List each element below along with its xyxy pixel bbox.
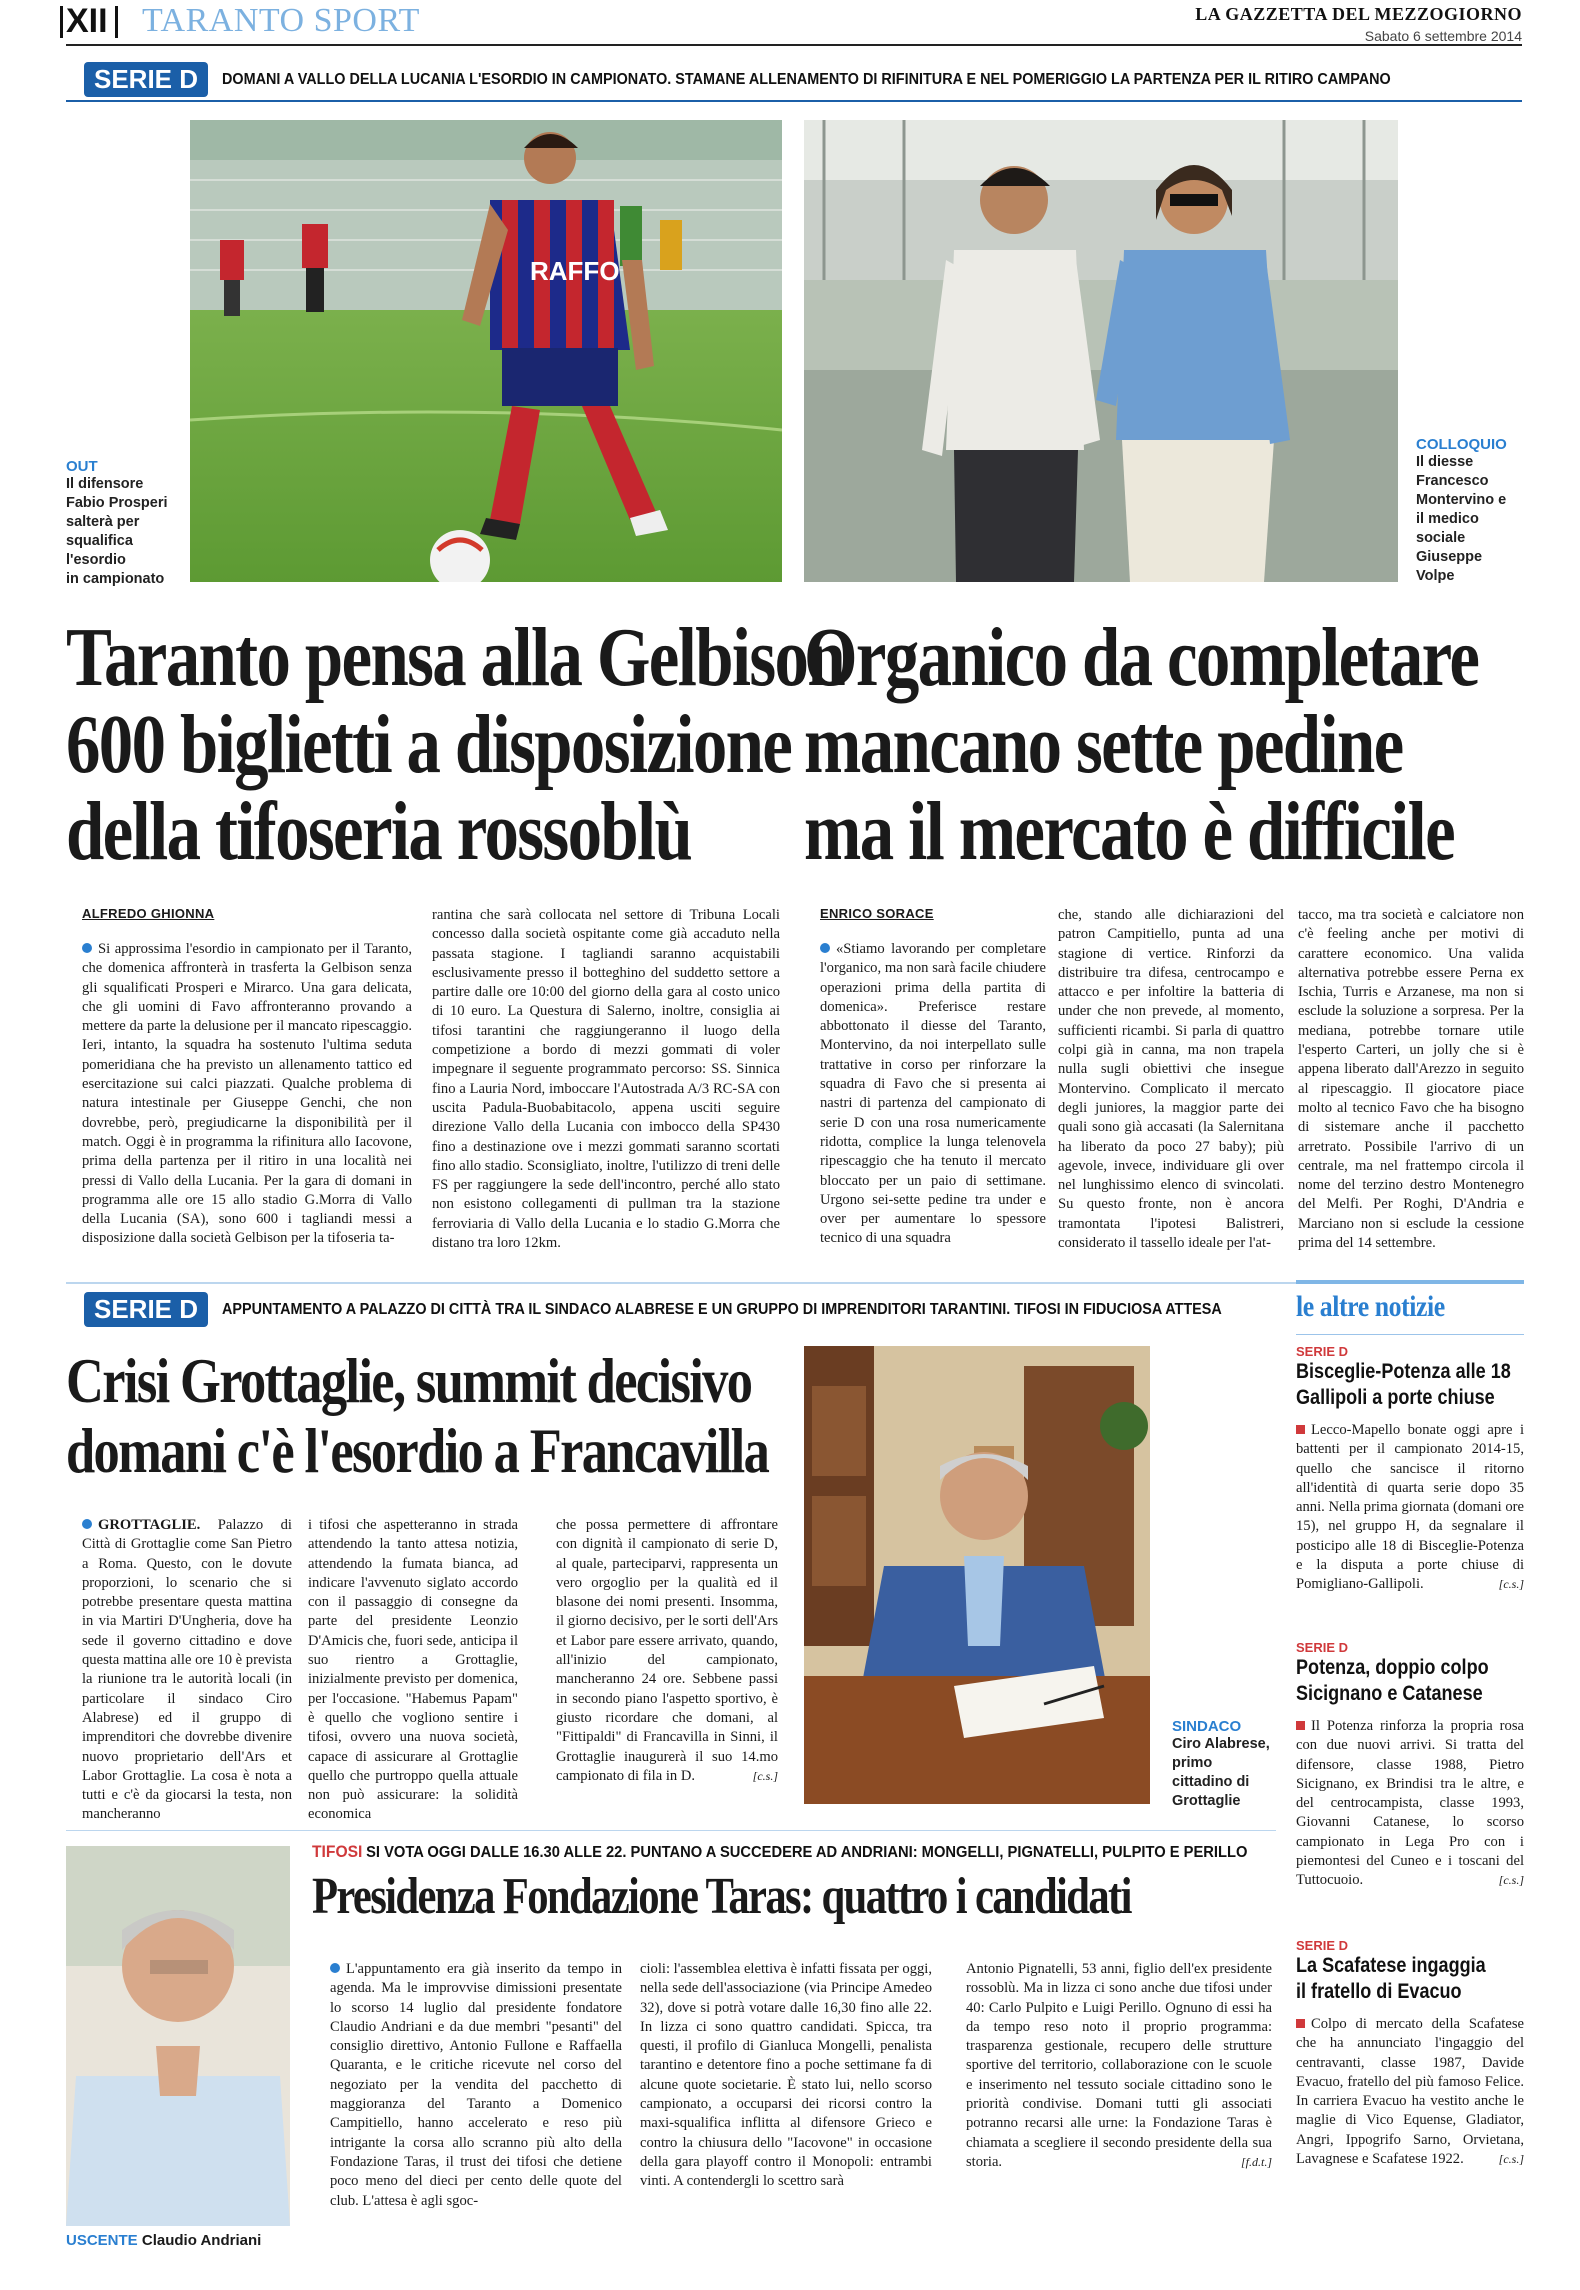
signature: [c.s.] [1498,2152,1524,2167]
article-taras-col3: Antonio Pignatelli, 53 anni, figlio dell'ex presidente rossoblù. Ma in lizza ci sono anche due tifosi under 40: Carlo Pulpito e Luigi Perillo. Ognuno di essi ha da tempo reso noto il proprio programma: trasparenza gestionale, recupero delle strutture sportive del territorio, collaborazione con le scuole e inserimento nel tessuto sociale cittadino sono le priorità condivise. Domani tutti gli associati potranno recarsi alle urne: la Fondazione Taras è chiamata a scegliere il secondo presidente della sua storia. [f.d.t.] [966,1960,1272,2172]
article-grottaglie-col1: GROTTAGLIE. Palazzo di Città di Grottaglie come San Pietro a Roma. Questo, con le dovute proporzioni, lo scenario che si potrebbe presentare questa mattina in via Martiri D'Ungheria, dove ha sede il governo cittadino e dove questa mattina alle ore 10 è prevista la riunione tra le autorità locali (in particolare il sindaco Ciro Alabrese) ed il gruppo di imprenditori che dovrebbe divenire nuovo proprietario dell'Ars et Labor Grottaglie. La cosa è nota a tutti e c'è da giocarsi la testa, non mancheranno [82,1517,292,1823]
photo-montervino-volpe [804,120,1398,582]
taras-kicker-tag: TIFOSI [312,1842,363,1861]
serie-d-badge: SERIE D [84,1292,208,1327]
caption-out-line: squalifica [66,533,133,549]
signature: [c.s.] [1498,1577,1524,1592]
byline-ghionna: ALFREDO GHIONNA [82,906,215,921]
serie-d-badge: SERIE D [84,62,208,97]
headline-grottaglie [66,1346,922,1486]
section-rule [66,1830,1276,1831]
masthead: LA GAZZETTA DEL MEZZOGIORNO [1195,4,1522,24]
caption-colloquio-line: sociale [1416,530,1466,546]
bullet-icon [82,943,92,953]
article-grottaglie-col2: i tifosi che aspetteranno in strada attendendo la tanto attesa notizia, attendendo la fumata bianca, ad indicare l'avvenuto siglato accordo con il passaggio di consegne da parte del presidente Leonzio D'Amicis che, fuori sede, anticipa il suo rientro a Grottaglie, inizialmente previsto per domenica, per l'occasione. "Habemus Papam" è quello che vogliono sentire i tifosi, ovvero una nuova società, capace di assicurare al Grottaglie quello che purtroppo quella attuale non può assicurare: la solidità economica [308,1517,518,1823]
jersey-sponsor: RAFFO [530,256,620,286]
square-bullet-icon [1296,1721,1305,1730]
issue-date: Sabato 6 settembre 2014 [1364,28,1522,44]
top-kicker [84,62,1521,97]
kicker-rule [66,100,1522,102]
sidebar-headline: Sicignano e Catanese [1296,1682,1483,1705]
headline-line: Organico da completare [804,611,1479,704]
photo-player-prosperi [190,120,782,582]
caption-out-line: l'esordio [66,552,126,568]
taras-kicker [312,1842,1247,1862]
caption-out [66,458,184,589]
photo-claudio-andriani [66,1846,290,2226]
headline-line: della tifoseria rossoblù [66,785,692,878]
sidebar-headline: Gallipoli a porte chiuse [1296,1386,1495,1409]
taras-kicker-text: SI VOTA OGGI DALLE 16.30 ALLE 22. PUNTANO A SUCCEDERE AD ANDRIANI: MONGELLI, PIGNATELLI, PULPITO E PERILLO [366,1844,1248,1861]
headline-line: mancano sette pedine [804,698,1403,791]
caption-colloquio-line: Il diesse [1416,454,1474,470]
bullet-icon [330,1963,340,1973]
caption-out-line: Fabio Prosperi [66,495,168,511]
article-gelbison-col2: rantina che sarà collocata nel settore di Tribuna Locali concesso dalla società ospitante come già accaduto nella passata stagione. I tagliandi saranno acquistabili esclusivamente presso il botteghino del suddetto settore a partire dalle ore 10:00 del giorno della gara al costo unico di 10 euro. La Questura di Salerno, inoltre, consiglia ai tifosi tarantini che raggiungeranno il luogo della competizione a bordo di mezzi gommati di voler impegnare il seguente programmato percorso: SS. Sinnica fino a Lauria Nord, imboccare l'Autostrada A/3 RC-SA con uscita Padula-Buobabitacolo, appena usciti seguire direzione Vallo della Lucania con imbocco della SP430 fino a destinazione ove i mezzi gommati saranno scortati fino allo stadio. Sconsigliato, inoltre, l'utilizzo di treni delle FS per raggiungere la sede dell'incontro, perché allo stato non esistono collegamenti di pullman tra la stazione ferroviaria di Vallo della Lucania e lo stadio G.Morra che distano tra loro 12km. [432,907,780,1252]
caption-out-line: in campionato [66,571,165,587]
headline-organico [804,611,1580,878]
caption-out-head: OUT [66,458,98,475]
article-organico-col3: tacco, ma tra società e calciatore non c'è feeling anche per motivi di carattere economico. Una valida alternativa potrebbe essere Perna ex Ischia, Turris e Arzanese, ma non si esclude la soluzione a sorpresa. Per la mediana, potrebbe tornare utile l'esperto Carteri, un jolly che si è appena liberato dall'Arezzo in seguito al ripescaggio. Il giocatore piace molto al tecnico Favo che ha bisogno di sistemare anche il pacchetto arretrato. Possibile l'arrivo di un centrale, ma nel frattempo circola il nome del terzino destro Montenegro del Melfi. Per Roghi, D'Andria e Marciano non si esclude la cessione prima del 14 settembre. [1298,907,1524,1252]
page-number: XII [66,2,108,40]
article-organico-col1: «Stiamo lavorando per completare l'organico, ma non sarà facile chiudere operazioni prima della partita di domenica». Preferisce restare abbottonato il diesse del Taranto, Montervino, da noi interpellato sulle trattative in corso per rinforzare la squadra di Favo che si presenta ai nastri di partenza del campionato di serie D con una rosa numericamente ridotta, complice la lunga telenovela ripescaggio che ha tenuto il mercato bloccato per un paio di settimane. Urgono sei-sette pedine tra under e over per aumentare lo spessore tecnico di una squadra [820,941,1046,1247]
sidebar-title-rule [1296,1334,1524,1335]
headline-line: Taranto pensa alla Gelbison [66,611,845,704]
sidebar-body: Colpo di mercato della Scafatese che ha annunciato l'ingaggio del centravanti, classe 1987, Davide Evacuo, fratello del più famoso Felice. In carriera Evacuo ha vestito anche le maglie di Vico Equense, Gladiator, Angri, Ippogrifo Sarno, Orvietana, Lavagnese e Scafatese 1922. [c.s.] [1296,2015,1524,2169]
article-organico-col2: che, stando alle dichiarazioni del patron Campitiello, punta ad una stagione di vertice. Rinforzi da distribuire tra difesa, centrocampo e attacco e per infoltire la batteria di under che non prevede, al momento, sufficienti ricambi. Si parla di quattro colpi già in canna, ma non trapela nulla sugli obiettivi che insegue Montervino. Complicato il mercato degli juniores, la maggior parte dei quali sono già accasati (la Salernitana ha liberato da poco 27 baby); più agevole, invece, individuare gli over nel lunghissimo elenco di svincolati. Su questo fronte, non è ancora tramontata l'ipotesi Balistreri, considerato il tassello ideale per l'at- [1058,907,1284,1252]
sidebar-kicker: SERIE D [1296,1938,1349,1953]
caption-colloquio-line: Montervino e [1416,492,1507,508]
sidebar-kicker: SERIE D [1296,1344,1349,1359]
caption-out-line: Il difensore [66,476,144,492]
square-bullet-icon [1296,2019,1305,2028]
sidebar-item [1296,1344,1524,1595]
caption-uscente-name: Claudio Andriani [141,2232,262,2249]
caption-out-line: salterà per [66,514,140,530]
header-rule [66,44,1522,46]
article-grottaglie-col3: che possa permettere di affrontare con dignità il campionato di serie D, al quale, parteciparvi, rappresenta un vero orgoglio per la qualità ed il blasone dei nomi presenti. Insomma, il giorno decisivo, per le sorti dell'Ars et Labor pare essere arrivato, quando, all'inizio del campionato, mancheranno 24 ore. Sebbene passi in secondo piano l'aspetto sportivo, è giusto ricordare che domani, al "Fittipaldi" di Francavilla in Sinni, il Grottaglie inaugurerà il suo 14.mo campionato di fila in D. [c.s.] [556,1516,778,1786]
signature: [c.s.] [1498,1873,1524,1888]
caption-colloquio-line: il medico [1416,511,1479,527]
headline-line: 600 biglietti a disposizione [66,698,792,791]
headline-line: Crisi Grottaglie, summit decisivo [66,1345,752,1416]
signature: [f.d.t.] [1240,2154,1272,2169]
square-bullet-icon [1296,1425,1305,1434]
sidebar-kicker: SERIE D [1296,1640,1349,1655]
sidebar-headline: Potenza, doppio colpo [1296,1656,1489,1679]
grottaglie-kicker [84,1292,1333,1327]
caption-colloquio-line: Francesco [1416,473,1489,489]
photo-sindaco-alabrese [804,1346,1150,1804]
grottaglie-kicker-text: APPUNTAMENTO A PALAZZO DI CITTÀ TRA IL SINDACO ALABRESE E UN GRUPPO DI IMPRENDITORI TARANTINI. TIFOSI IN FIDUCIOSA ATTESA [222,1300,1222,1318]
sidebar-body: Lecco-Mapello bonate oggi apre i battenti per il campionato 2014-15, quello che sancisce il ritorno all'identità di quarta serie dopo 35 anni. Nella prima giornata (domani ore 15), nel gruppo H, da segnalare il posticipo alle 18 di Bisceglie-Potenza e la disputa a porte chiuse di Pomigliano-Gallipoli. [c.s.] [1296,1421,1524,1595]
caption-sindaco-line: primo [1172,1755,1213,1771]
caption-sindaco-line: cittadino di [1172,1774,1250,1790]
caption-sindaco-head: SINDACO [1172,1718,1242,1735]
top-kicker-text: DOMANI A VALLO DELLA LUCANIA L'ESORDIO IN CAMPIONATO. STAMANE ALLENAMENTO DI RIFINITURA E NEL POMERIGGIO LA PARTENZA PER IL RITIRO CAMPANO [222,70,1391,88]
sidebar-headline: Bisceglie-Potenza alle 18 [1296,1360,1511,1383]
bullet-icon [82,1519,92,1529]
caption-colloquio [1416,436,1526,586]
caption-uscente [66,2232,261,2249]
article-gelbison-col1: Si approssima l'esordio in campionato per il Taranto, che domenica affronterà in trasferta la Gelbison senza gli squalificati Prosperi e Mirarco. Una gara delicata, che gli uomini di Favo affronteranno provando a mettere da parte la delusione per il mancato ripescaggio. Ieri, intanto, la squadra ha sostenuto l'ultima seduta pomeridiana che ha previsto un allenamento tattico ed esercitazione sui calci piazzati. Qualche problema di natura intestinale per Giuseppe Genchi, che non dovrebbe, però, pregiudicarne la disponibilità per il match. Oggi è in programma la rifinitura allo Iacovone, prima della partenza per il ritiro in una località nei pressi di Vallo della Lucania. Per la gara di domani in programma alle ore 15 allo stadio G.Morra di Vallo della Lucania (SA), sono 600 i tagliandi messi a disposizione dalla società Gelbison per la tifoseria ta- [82,941,412,1247]
caption-sindaco-line: Grottaglie [1172,1793,1241,1809]
headline-line: ma il mercato è difficile [804,785,1455,878]
sidebar-headline: La Scafatese ingaggia [1296,1954,1486,1977]
caption-sindaco-line: Ciro Alabrese, [1172,1736,1270,1752]
bullet-icon [820,943,830,953]
sidebar-headline: il fratello di Evacuo [1296,1980,1462,2003]
caption-colloquio-line: Giuseppe [1416,549,1483,565]
caption-colloquio-line: Volpe [1416,568,1455,584]
headline-taras: Presidenza Fondazione Taras: quattro i candidati [312,1868,1131,1925]
sidebar-item [1296,1640,1524,1891]
headline-line: domani c'è l'esordio a Francavilla [66,1415,769,1486]
signature: [c.s.] [752,1768,778,1783]
byline-sorace: ENRICO SORACE [820,906,934,921]
section-title: TARANTO SPORT [142,2,420,39]
caption-colloquio-head: COLLOQUIO [1416,436,1507,453]
article-taras-col2: cioli: l'assemblea elettiva è infatti fissata per oggi, nella sede dell'associazione (via Principe Amedeo 32), dove si potrà votare dalle 16,30 fino alle 22. In lizza ci sono quattro candidati. Spicca, tra questi, il profilo di Gianluca Mongelli, penalista tarantino e detentore fino a poche settimane fa di alcune quote societarie. È stato lui, nello scorso campionato, a occuparsi dei ricorsi contro la maxi-squalifica inflitta al difensore Grieco e contro la chiusura dello "Iacovone" in occasione della gara playoff contro il Monopoli: entrambi vinti. A contendergli lo scettro sarà [640,1961,932,2190]
sidebar-title: le altre notizie [1296,1290,1445,1323]
sidebar-body: Il Potenza rinforza la propria rosa con due nuovi arrivi. Si tratta del difensore, classe 1988, Pietro Sicignano, ex Brindisi tra le altre, e del centrocampista, classe 1993, Giovanni Catanese, lo scorso campionato in Lega Pro con i piemontesi del Cuneo e i toscani del Tuttocuoio. [c.s.] [1296,1717,1524,1891]
sidebar-item [1296,1938,1524,2169]
caption-uscente-tag: USCENTE [66,2232,138,2249]
sidebar-rule [1296,1280,1524,1284]
caption-sindaco [1172,1718,1282,1811]
article-taras-col1: L'appuntamento era già inserito da tempo in agenda. Ma le improvvise dimissioni presentate lo scorso 14 luglio dal presidente fondatore Claudio Andriani e da due membri "pesanti" del consiglio direttivo, Antonio Fullone e Raffaella Quaranta, e le critiche ricevute nel corso del negoziato per la vendita del pacchetto di maggioranza del Taranto a Domenico Campitiello, hanno accelerato e reso più intrigante la corsa allo scranno più alto della Fondazione Taras, il trust dei tifosi che detiene poco meno del dieci per cento delle quote del club. L'attesa è agli sgoc- [330,1961,622,2209]
